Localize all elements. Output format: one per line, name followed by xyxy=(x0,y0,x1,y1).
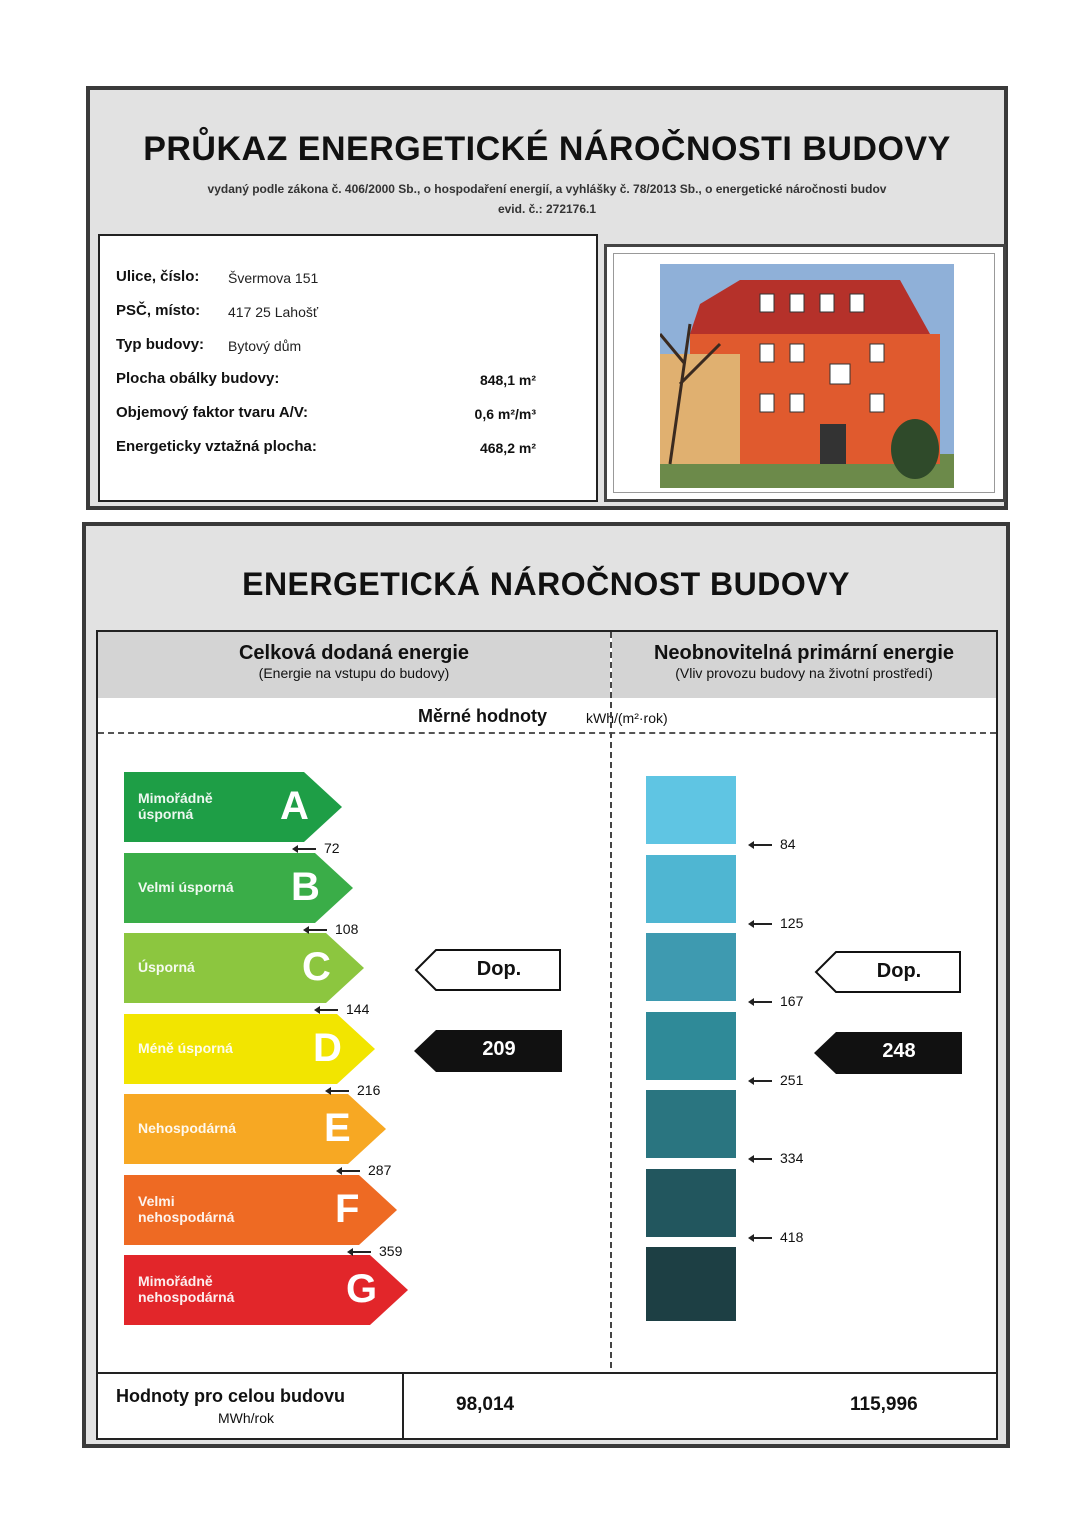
street-label: Ulice, číslo: xyxy=(116,268,200,285)
class-band-f xyxy=(124,1175,397,1245)
class-band-label: Mimořádně úsporná xyxy=(138,790,213,822)
class-band-a xyxy=(124,772,342,842)
left-column-header xyxy=(98,632,610,698)
reference-area-value: 468,2 m² xyxy=(479,440,536,456)
class-band-label: Méně úsporná xyxy=(138,1039,233,1056)
primary-class-segment xyxy=(646,1247,736,1321)
building-photo-frame xyxy=(604,244,1006,502)
primary-class-segment xyxy=(646,933,736,1001)
class-band-letter: E xyxy=(324,1106,351,1150)
left-specific-value: 209 xyxy=(482,1038,516,1060)
right-column-title: Neobnovitelná primární energie xyxy=(653,642,955,664)
primary-class-segment xyxy=(646,1090,736,1158)
total-values-separator xyxy=(402,1374,404,1440)
class-band-label: Velmi úsporná xyxy=(138,878,234,895)
shape-factor-label: Objemový faktor tvaru A/V: xyxy=(116,404,308,421)
class-band-g xyxy=(124,1255,408,1325)
left-threshold-tick: 108 xyxy=(305,921,358,937)
right-specific-value: 248 xyxy=(882,1040,916,1062)
class-band-d xyxy=(124,1014,375,1084)
evidence-number: evid. č.: 272176.1 xyxy=(497,202,597,216)
class-band-label: Mimořádně nehospodárná xyxy=(138,1273,235,1305)
street-value: Švermova 151 xyxy=(228,270,319,286)
total-primary-energy: 115,996 xyxy=(850,1394,918,1415)
right-threshold-tick: 84 xyxy=(750,836,796,852)
reference-area-label: Energeticky vztažná plocha: xyxy=(116,438,317,455)
class-band-label: Velmi nehospodárná xyxy=(138,1192,235,1225)
right-recommended-label: Dop. xyxy=(876,960,922,982)
total-values-label: Hodnoty pro celou budovu xyxy=(116,1386,345,1406)
left-threshold-tick: 72 xyxy=(294,840,340,856)
page-title: PRŮKAZ ENERGETICKÉ NÁROČNOSTI BUDOVY xyxy=(143,130,951,168)
right-threshold-tick: 251 xyxy=(750,1072,803,1088)
right-threshold-tick: 418 xyxy=(750,1229,803,1245)
primary-class-segment xyxy=(646,1012,736,1080)
envelope-area-label: Plocha obálky budovy: xyxy=(116,370,280,387)
right-threshold-tick: 125 xyxy=(750,915,803,931)
right-threshold-tick: 167 xyxy=(750,993,803,1009)
specific-values-label: Měrné hodnoty xyxy=(418,706,547,726)
building-info-box xyxy=(98,234,598,502)
left-recommended-label: Dop. xyxy=(476,958,522,980)
right-column-header xyxy=(612,632,996,698)
specific-values-unit: kWh/(m²·rok) xyxy=(586,710,668,726)
total-values-row xyxy=(98,1372,996,1440)
class-band-letter: B xyxy=(291,864,320,909)
building-photo xyxy=(660,264,954,488)
right-column-subtitle: (Vliv provozu budovy na životní prostředí) xyxy=(675,665,933,681)
primary-class-segment xyxy=(646,776,736,844)
building-type-value: Bytový dům xyxy=(228,338,302,354)
left-column-subtitle: (Energie na vstupu do budovy) xyxy=(258,665,450,681)
energy-frame xyxy=(82,522,1010,1448)
total-delivered-energy: 98,014 xyxy=(456,1394,515,1415)
class-band-letter: F xyxy=(335,1186,360,1231)
class-band-c xyxy=(124,933,364,1003)
class-band-label: Úsporná xyxy=(138,959,195,975)
header-frame xyxy=(86,86,1008,510)
primary-class-segment xyxy=(646,1169,736,1237)
left-threshold-tick: 287 xyxy=(338,1162,391,1178)
energy-panel xyxy=(96,630,998,1440)
envelope-area-value: 848,1 m² xyxy=(479,372,536,388)
left-threshold-tick: 144 xyxy=(316,1001,369,1017)
class-band-letter: D xyxy=(313,1025,342,1070)
class-band-letter: G xyxy=(346,1267,378,1311)
legal-subtitle: vydaný podle zákona č. 406/2000 Sb., o hospodaření energií, a vyhlášky č. 78/2013 Sb., o energetické náročnosti budov xyxy=(207,182,887,196)
class-band-label: Nehospodárná xyxy=(138,1120,237,1136)
energy-title: ENERGETICKÁ NÁROČNOST BUDOVY xyxy=(242,566,850,602)
left-threshold-tick: 359 xyxy=(349,1243,402,1259)
left-column-title: Celková dodaná energie xyxy=(238,642,470,664)
class-band-b xyxy=(124,853,353,923)
building-type-label: Typ budovy: xyxy=(116,336,205,353)
psc-label: PSČ, místo: xyxy=(116,302,201,319)
right-threshold-tick: 334 xyxy=(750,1150,803,1166)
column-divider xyxy=(610,632,612,1368)
psc-value: 417 25 Lahošť xyxy=(228,304,319,320)
shape-factor-value: 0,6 m²/m³ xyxy=(474,406,536,422)
class-band-letter: A xyxy=(280,784,309,828)
left-threshold-tick: 216 xyxy=(327,1082,380,1098)
building-photo-border xyxy=(613,253,995,493)
class-band-letter: C xyxy=(302,945,331,989)
dashed-divider xyxy=(98,732,996,734)
primary-class-segment xyxy=(646,855,736,923)
class-band-e xyxy=(124,1094,386,1164)
total-values-unit: MWh/rok xyxy=(218,1410,274,1426)
